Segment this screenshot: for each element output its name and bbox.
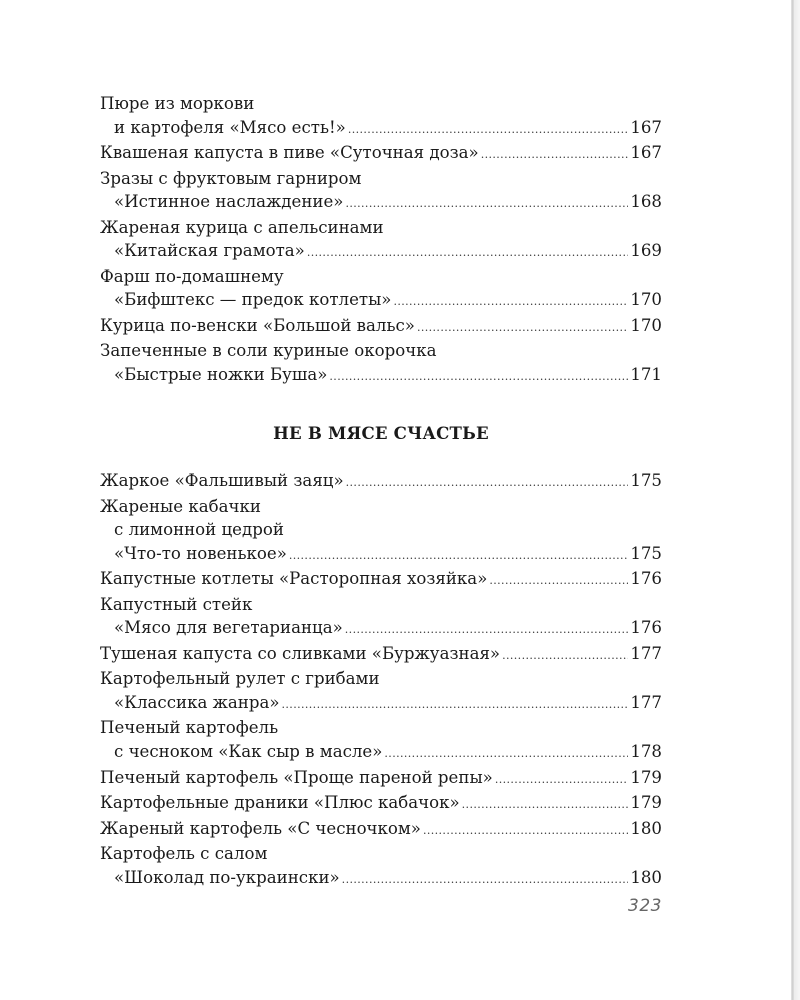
toc-entry-page: 168 [630, 192, 662, 212]
toc-entry-line-with-page [100, 314, 662, 340]
toc-entry-title: Жаркое «Фальшивый заяц» [100, 471, 344, 490]
toc-entry [100, 817, 662, 843]
dot-leader [393, 290, 628, 314]
toc-entry [100, 791, 662, 817]
toc-entry-page: 176 [630, 618, 662, 638]
toc-entry-line-with-page [100, 691, 662, 717]
toc-entry-title: «Китайская грамота» [114, 241, 305, 261]
dot-leader [307, 241, 628, 265]
toc-entry-line-with-page [100, 190, 662, 216]
toc-entry-page: 175 [630, 543, 662, 563]
toc-entry-page: 170 [630, 290, 662, 310]
toc-entry-line: Жареная курица с апельсинами [100, 217, 384, 237]
toc-entry-title: «Истинное наслаждение» [114, 192, 344, 212]
dot-leader [289, 544, 628, 568]
toc-entry-title: Печеный картофель «Проще пареной репы» [100, 767, 493, 787]
toc-entry-page: 176 [630, 569, 662, 589]
toc-entry [100, 593, 662, 642]
toc-entry-line-with-page [100, 542, 662, 568]
dot-leader [346, 471, 629, 495]
toc-entry [100, 167, 662, 216]
toc-entry-line-with-page [100, 469, 662, 495]
toc-entry-line: с лимонной цедрой [114, 520, 284, 540]
toc-entry [100, 716, 662, 765]
toc-entry [100, 92, 662, 141]
toc-entry-page: 171 [630, 365, 662, 385]
toc-entry [100, 667, 662, 716]
toc-entry-title: «Классика жанра» [114, 692, 280, 712]
toc-entry-page: 178 [630, 742, 662, 762]
toc-entry-line-with-page [100, 363, 662, 389]
toc-entry-line: Жареные кабачки [100, 496, 261, 516]
toc-entry [100, 141, 662, 167]
toc-entry-line-with-page [100, 239, 662, 265]
toc-entry-page: 167 [630, 117, 662, 137]
toc-entry-page: 179 [630, 767, 662, 787]
dot-leader [345, 618, 629, 642]
toc-entry-title: Капустные котлеты «Расторопная хозяйка» [100, 569, 488, 589]
toc-entry-page: 180 [630, 818, 662, 838]
page-edge-shadow [791, 0, 800, 1000]
dot-leader [417, 316, 628, 340]
dot-leader [348, 118, 629, 142]
toc-entry-line-with-page [100, 766, 662, 792]
toc-entry-title: «Что-то новенькое» [114, 543, 287, 563]
dot-leader [423, 819, 628, 843]
toc-entry-page: 180 [630, 867, 662, 887]
toc-entry [100, 642, 662, 668]
toc-entry-title: «Мясо для вегетарианца» [114, 618, 343, 638]
dot-leader [495, 768, 629, 792]
toc-entry-title: Жареный картофель «С чесночком» [100, 818, 421, 838]
toc-entry-title: «Бифштекс — предок котлеты» [114, 290, 392, 310]
toc-entry-line: Пюре из моркови [100, 94, 255, 113]
toc-entry-page: 177 [630, 643, 662, 663]
toc-entry-line: Фарш по-домашнему [100, 266, 284, 286]
toc-entry-page: 177 [630, 692, 662, 712]
toc-entry-title: Картофельные драники «Плюс кабачок» [100, 793, 460, 813]
dot-leader [282, 693, 629, 717]
toc-entry [100, 567, 662, 593]
dot-leader [345, 192, 628, 216]
section-heading: НЕ В МЯСЕ СЧАСТЬЕ [273, 423, 489, 443]
toc-entry [100, 495, 662, 568]
toc-entry [100, 314, 662, 340]
toc-entry-line: Картофельный рулет с грибами [100, 669, 380, 689]
toc-entry-line: Зразы с фруктовым гарниром [100, 168, 362, 188]
toc-entry-title: Квашеная капуста в пиве «Суточная доза» [100, 143, 479, 163]
dot-leader [489, 569, 628, 593]
toc-entry-line-with-page [100, 288, 662, 314]
toc-entry-title: «Быстрые ножки Буша» [114, 365, 328, 385]
toc-entry [100, 469, 662, 495]
dot-leader [384, 742, 628, 766]
toc-entry-line-with-page [100, 567, 662, 593]
toc-entry-title: «Шоколад по-украински» [114, 867, 340, 887]
toc-entry-title: с чесноком «Как сыр в масле» [114, 742, 383, 762]
toc-entry-page: 170 [630, 315, 662, 335]
toc-entry-page: 179 [630, 793, 662, 813]
toc-entry-line: Запеченные в соли куриные окорочка [100, 341, 437, 361]
toc-entry [100, 265, 662, 314]
toc-entry-page: 175 [630, 471, 662, 490]
dot-leader [329, 365, 628, 389]
toc-entry-line: Капустный стейк [100, 594, 253, 614]
dot-leader [481, 143, 629, 167]
toc-entry-line-with-page [100, 866, 662, 892]
toc-entry-line-with-page [100, 642, 662, 668]
toc-entry [100, 842, 662, 891]
toc-entry-line-with-page [100, 791, 662, 817]
toc-entry-line: Картофель с салом [100, 844, 268, 864]
toc-section-vegetables [100, 469, 662, 891]
dot-leader [462, 793, 629, 817]
toc-entry-line-with-page [100, 740, 662, 766]
toc-entry-page: 167 [630, 143, 662, 163]
toc-section-meat [100, 92, 662, 389]
toc-entry-line-with-page [100, 116, 662, 142]
dot-leader [502, 644, 628, 668]
page-number: 323 [628, 896, 662, 916]
toc-entry-line-with-page [100, 817, 662, 843]
toc-entry-title: Курица по-венски «Большой вальс» [100, 315, 415, 335]
toc-entry-line-with-page [100, 141, 662, 167]
toc-entry-title: и картофеля «Мясо есть!» [114, 117, 346, 137]
toc-entry [100, 339, 662, 388]
toc-entry-title: Тушеная капуста со сливками «Буржуазная» [100, 643, 501, 663]
toc-entry [100, 216, 662, 265]
toc-entry-line: Печеный картофель [100, 718, 279, 738]
toc-entry-line-with-page [100, 616, 662, 642]
toc-entry-page: 169 [630, 241, 662, 261]
dot-leader [342, 868, 629, 892]
toc-entry [100, 766, 662, 792]
